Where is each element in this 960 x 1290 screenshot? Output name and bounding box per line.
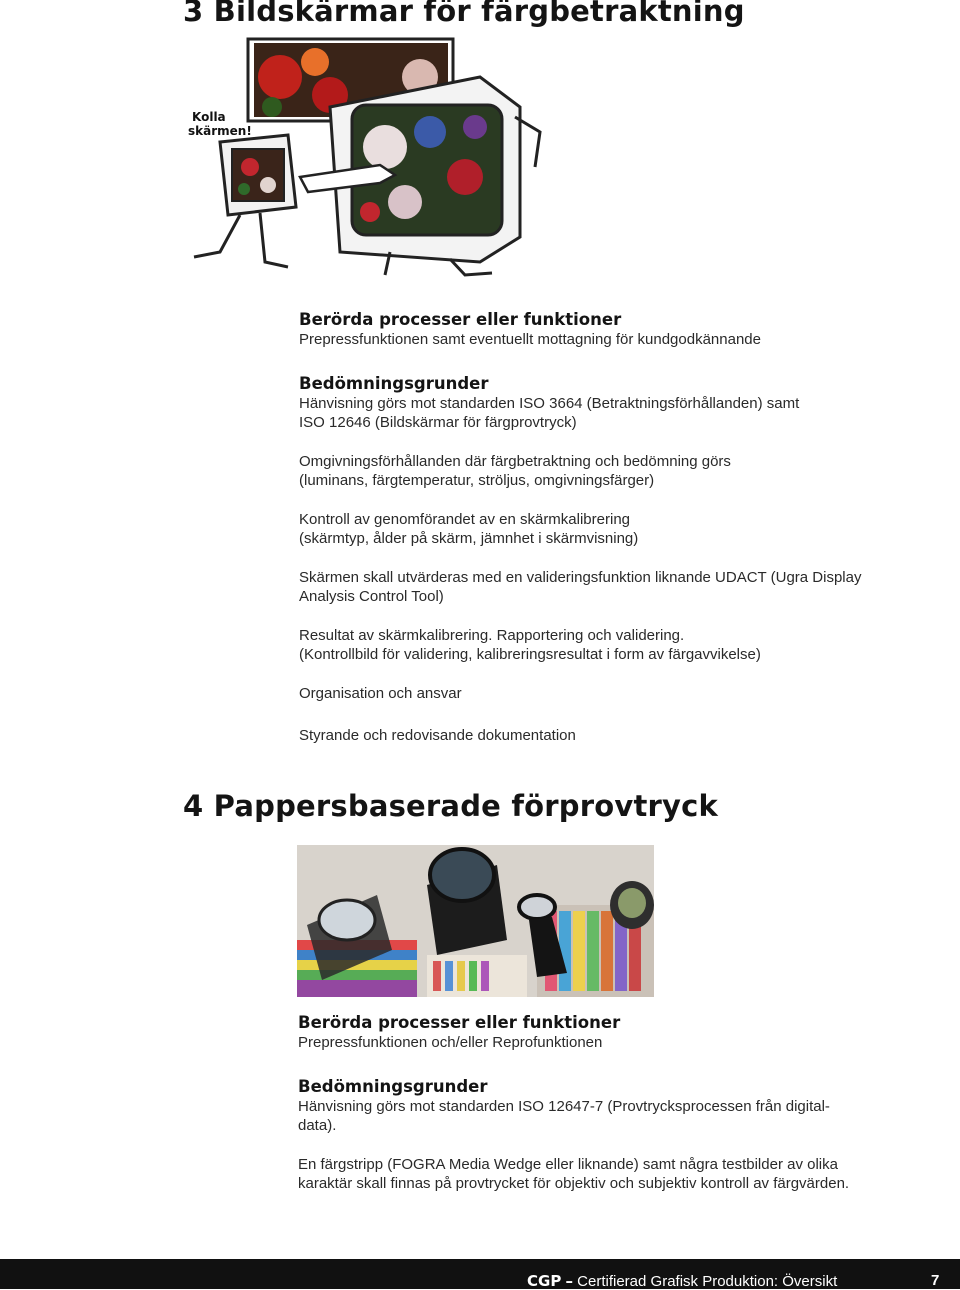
validation-line-2: Analysis Control Tool) (299, 588, 444, 605)
colour-strip-line-2: karaktär skall finnas på provtrycket för objektiv och subjektiv kontroll av färgvärden. (298, 1175, 850, 1192)
page-number: 7 (931, 1272, 940, 1289)
processes-heading-4: Berörda processer eller funktioner (298, 1013, 621, 1032)
criteria-line-2: ISO 12646 (Bildskärmar för färgprovtryck) (299, 414, 577, 431)
processes-heading: Berörda processer eller funktioner (299, 310, 622, 329)
footer-title (527, 1272, 837, 1290)
proof-inspection-photo (297, 845, 654, 997)
cartoon-caption-line2: skärmen! (188, 124, 252, 138)
processes-text-4: Prepressfunktionen och/eller Reprofunktionen (298, 1034, 603, 1051)
calibration-line-2: (skärmtyp, ålder på skärm, jämnhet i skärmvisning) (299, 530, 639, 547)
calibration-line-1: Kontroll av genomförandet av en skärmkalibrering (299, 510, 631, 528)
section-4-details (298, 1013, 918, 1194)
criteria-4-line-1: Hänvisning görs mot standarden ISO 12647-7 (Provtrycksprocessen från digital- (298, 1097, 830, 1115)
criteria-4-line-2: data). (298, 1117, 337, 1134)
organisation-text: Organisation och ansvar (299, 684, 462, 702)
colour-strip-line-1: En färgstripp (FOGRA Media Wedge eller liknande) samt några testbilder av olika (298, 1155, 838, 1173)
validation-line-1: Skärmen skall utvärderas med en valideringsfunktion liknande UDACT (Ugra Display (299, 568, 862, 586)
criteria-heading-4: Bedömningsgrunder (298, 1076, 488, 1096)
processes-text: Prepressfunktionen samt eventuellt mottagning för kundgodkännande (299, 331, 761, 348)
environment-line-1: Omgivningsförhållanden där färgbetraktning och bedömning görs (299, 452, 731, 470)
criteria-heading: Bedömningsgrunder (299, 373, 489, 393)
result-line-2: (Kontrollbild för validering, kalibreringsresultat i form av färgavvikelse) (299, 646, 761, 663)
documentation-text: Styrande och redovisande dokumentation (299, 727, 576, 744)
section-4-title: 4 Pappersbaserade förprovtryck (183, 789, 718, 823)
result-line-1: Resultat av skärmkalibrering. Rapportering och validering. (299, 626, 685, 644)
monitor-cartoon-illustration (180, 37, 560, 277)
footer-dash: – (565, 1272, 573, 1290)
section-3-details (299, 310, 919, 746)
environment-line-2: (luminans, färgtemperatur, ströljus, omgivningsfärger) (299, 472, 655, 489)
footer-brand: CGP (527, 1272, 562, 1290)
cartoon-caption-line1: Kolla (192, 110, 226, 124)
section-3-title: 3 Bildskärmar för färgbetraktning (183, 0, 745, 28)
criteria-line-1: Hänvisning görs mot standarden ISO 3664 (Betraktningsförhållanden) samt (299, 394, 800, 412)
footer-title-text: Certifierad Grafisk Produktion: Översikt (577, 1273, 838, 1290)
